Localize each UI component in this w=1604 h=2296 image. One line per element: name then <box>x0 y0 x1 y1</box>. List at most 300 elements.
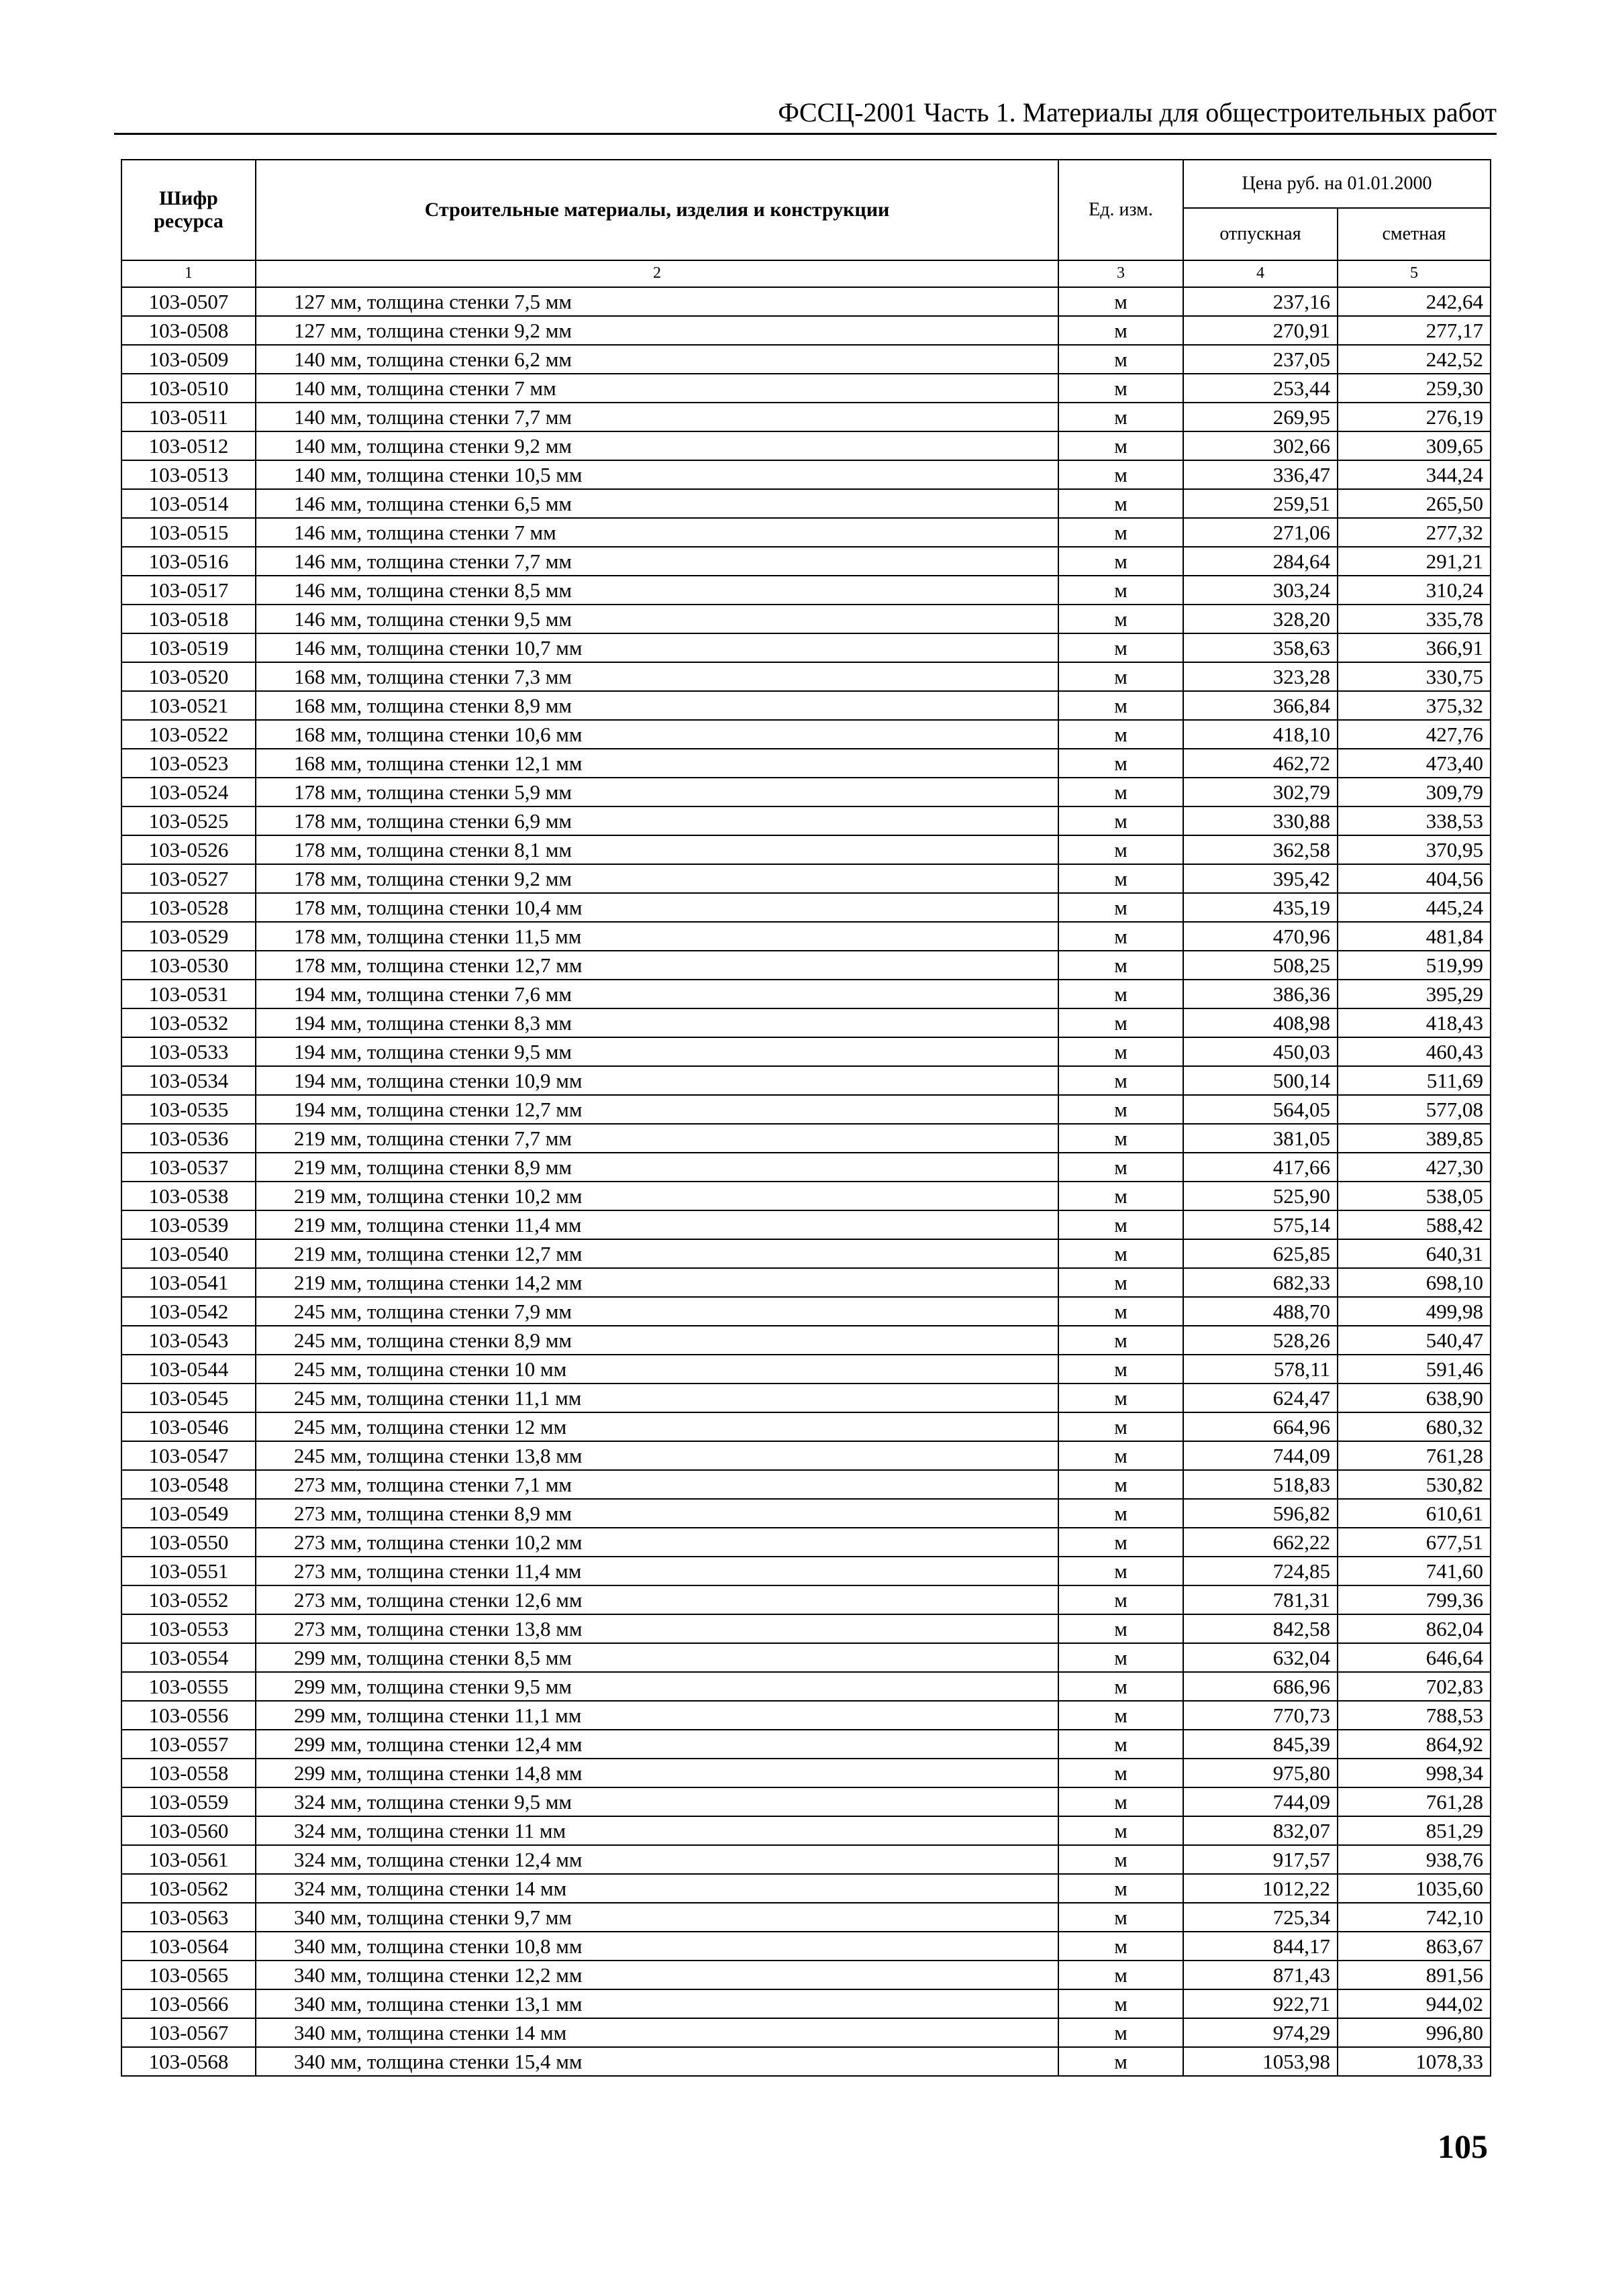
unit-cell: м <box>1058 1585 1183 1614</box>
material-name-cell: 140 мм, толщина стенки 6,2 мм <box>256 345 1058 374</box>
release-price-cell: 470,96 <box>1183 922 1338 951</box>
resource-code-cell: 103-0529 <box>121 922 256 951</box>
release-price-cell: 564,05 <box>1183 1095 1338 1124</box>
table-row <box>121 1989 1491 2018</box>
table-row <box>121 287 1491 316</box>
table-row <box>121 778 1491 806</box>
estimate-price-cell: 338,53 <box>1338 806 1491 835</box>
resource-code-cell: 103-0520 <box>121 662 256 691</box>
resource-code-cell: 103-0554 <box>121 1643 256 1672</box>
estimate-price-cell: 761,28 <box>1338 1787 1491 1816</box>
header-name: Строительные материалы, изделия и конструкции <box>256 160 1058 260</box>
table-row <box>121 691 1491 720</box>
release-price-cell: 518,83 <box>1183 1470 1338 1499</box>
material-name-cell: 178 мм, толщина стенки 5,9 мм <box>256 778 1058 806</box>
release-price-cell: 682,33 <box>1183 1268 1338 1297</box>
material-name-cell: 273 мм, толщина стенки 7,1 мм <box>256 1470 1058 1499</box>
unit-cell: м <box>1058 1528 1183 1557</box>
table-row <box>121 431 1491 460</box>
material-name-cell: 324 мм, толщина стенки 9,5 мм <box>256 1787 1058 1816</box>
unit-cell: м <box>1058 1643 1183 1672</box>
release-price-cell: 871,43 <box>1183 1961 1338 1989</box>
unit-cell: м <box>1058 1008 1183 1037</box>
material-name-cell: 340 мм, толщина стенки 14 мм <box>256 2018 1058 2047</box>
table-row <box>121 720 1491 749</box>
material-name-cell: 219 мм, толщина стенки 14,2 мм <box>256 1268 1058 1297</box>
release-price-cell: 328,20 <box>1183 605 1338 633</box>
estimate-price-cell: 1078,33 <box>1338 2047 1491 2076</box>
material-name-cell: 178 мм, толщина стенки 11,5 мм <box>256 922 1058 951</box>
resource-code-cell: 103-0515 <box>121 518 256 547</box>
resource-code-cell: 103-0545 <box>121 1384 256 1412</box>
header-unit: Ед. изм. <box>1058 160 1183 260</box>
material-name-cell: 146 мм, толщина стенки 7 мм <box>256 518 1058 547</box>
release-price-cell: 284,64 <box>1183 547 1338 576</box>
table-row <box>121 1124 1491 1153</box>
release-price-cell: 417,66 <box>1183 1153 1338 1182</box>
table-row <box>121 893 1491 922</box>
release-price-cell: 336,47 <box>1183 460 1338 489</box>
estimate-price-cell: 242,52 <box>1338 345 1491 374</box>
unit-cell: м <box>1058 460 1183 489</box>
estimate-price-cell: 277,17 <box>1338 316 1491 345</box>
resource-code-cell: 103-0568 <box>121 2047 256 2076</box>
unit-cell: м <box>1058 1961 1183 1989</box>
estimate-price-cell: 702,83 <box>1338 1672 1491 1701</box>
estimate-price-cell: 427,30 <box>1338 1153 1491 1182</box>
release-price-cell: 974,29 <box>1183 2018 1338 2047</box>
table-row <box>121 403 1491 431</box>
price-table <box>121 159 1491 2077</box>
material-name-cell: 146 мм, толщина стенки 10,7 мм <box>256 633 1058 662</box>
material-name-cell: 245 мм, толщина стенки 7,9 мм <box>256 1297 1058 1326</box>
table-row <box>121 1614 1491 1643</box>
release-price-cell: 386,36 <box>1183 980 1338 1008</box>
resource-code-cell: 103-0537 <box>121 1153 256 1182</box>
table-head <box>121 160 1491 287</box>
release-price-cell: 462,72 <box>1183 749 1338 778</box>
release-price-cell: 508,25 <box>1183 951 1338 980</box>
unit-cell: м <box>1058 547 1183 576</box>
unit-cell: м <box>1058 951 1183 980</box>
material-name-cell: 127 мм, толщина стенки 9,2 мм <box>256 316 1058 345</box>
release-price-cell: 724,85 <box>1183 1557 1338 1585</box>
header-price-release: отпускная <box>1183 208 1338 260</box>
resource-code-cell: 103-0532 <box>121 1008 256 1037</box>
resource-code-cell: 103-0514 <box>121 489 256 518</box>
release-price-cell: 624,47 <box>1183 1384 1338 1412</box>
estimate-price-cell: 640,31 <box>1338 1239 1491 1268</box>
unit-cell: м <box>1058 1759 1183 1787</box>
unit-cell: м <box>1058 1268 1183 1297</box>
release-price-cell: 744,09 <box>1183 1441 1338 1470</box>
material-name-cell: 178 мм, толщина стенки 8,1 мм <box>256 835 1058 864</box>
estimate-price-cell: 366,91 <box>1338 633 1491 662</box>
material-name-cell: 245 мм, толщина стенки 13,8 мм <box>256 1441 1058 1470</box>
release-price-cell: 330,88 <box>1183 806 1338 835</box>
estimate-price-cell: 996,80 <box>1338 2018 1491 2047</box>
material-name-cell: 245 мм, толщина стенки 10 мм <box>256 1355 1058 1384</box>
estimate-price-cell: 344,24 <box>1338 460 1491 489</box>
release-price-cell: 686,96 <box>1183 1672 1338 1701</box>
estimate-price-cell: 851,29 <box>1338 1816 1491 1845</box>
table-row <box>121 951 1491 980</box>
table-row <box>121 1153 1491 1182</box>
table-row <box>121 806 1491 835</box>
resource-code-cell: 103-0533 <box>121 1037 256 1066</box>
estimate-price-cell: 761,28 <box>1338 1441 1491 1470</box>
estimate-price-cell: 276,19 <box>1338 403 1491 431</box>
resource-code-cell: 103-0530 <box>121 951 256 980</box>
unit-cell: м <box>1058 1932 1183 1961</box>
resource-code-cell: 103-0518 <box>121 605 256 633</box>
material-name-cell: 140 мм, толщина стенки 9,2 мм <box>256 431 1058 460</box>
estimate-price-cell: 330,75 <box>1338 662 1491 691</box>
resource-code-cell: 103-0517 <box>121 576 256 605</box>
release-price-cell: 575,14 <box>1183 1210 1338 1239</box>
release-price-cell: 303,24 <box>1183 576 1338 605</box>
page-header <box>114 94 1497 135</box>
resource-code-cell: 103-0516 <box>121 547 256 576</box>
material-name-cell: 178 мм, толщина стенки 10,4 мм <box>256 893 1058 922</box>
resource-code-cell: 103-0553 <box>121 1614 256 1643</box>
release-price-cell: 725,34 <box>1183 1903 1338 1932</box>
resource-code-cell: 103-0543 <box>121 1326 256 1355</box>
page-title: ФССЦ-2001 Часть 1. Материалы для общестроительных работ <box>778 97 1497 127</box>
material-name-cell: 273 мм, толщина стенки 8,9 мм <box>256 1499 1058 1528</box>
resource-code-cell: 103-0519 <box>121 633 256 662</box>
table-row <box>121 2018 1491 2047</box>
resource-code-cell: 103-0509 <box>121 345 256 374</box>
resource-code-cell: 103-0531 <box>121 980 256 1008</box>
table-row <box>121 1326 1491 1355</box>
table-row <box>121 1585 1491 1614</box>
table-row <box>121 1730 1491 1759</box>
unit-cell: м <box>1058 1182 1183 1210</box>
table-row <box>121 460 1491 489</box>
unit-cell: м <box>1058 1095 1183 1124</box>
unit-cell: м <box>1058 893 1183 922</box>
release-price-cell: 362,58 <box>1183 835 1338 864</box>
table-row <box>121 1182 1491 1210</box>
resource-code-cell: 103-0559 <box>121 1787 256 1816</box>
resource-code-cell: 103-0564 <box>121 1932 256 1961</box>
release-price-cell: 1053,98 <box>1183 2047 1338 2076</box>
estimate-price-cell: 418,43 <box>1338 1008 1491 1037</box>
unit-cell: м <box>1058 2047 1183 2076</box>
unit-cell: м <box>1058 1210 1183 1239</box>
estimate-price-cell: 1035,60 <box>1338 1874 1491 1903</box>
resource-code-cell: 103-0566 <box>121 1989 256 2018</box>
table-row <box>121 662 1491 691</box>
material-name-cell: 219 мм, толщина стенки 7,7 мм <box>256 1124 1058 1153</box>
unit-cell: м <box>1058 633 1183 662</box>
unit-cell: м <box>1058 1297 1183 1326</box>
release-price-cell: 1012,22 <box>1183 1874 1338 1903</box>
table-row <box>121 1239 1491 1268</box>
estimate-price-cell: 741,60 <box>1338 1557 1491 1585</box>
estimate-price-cell: 540,47 <box>1338 1326 1491 1355</box>
table-row <box>121 1961 1491 1989</box>
unit-cell: м <box>1058 1153 1183 1182</box>
estimate-price-cell: 427,76 <box>1338 720 1491 749</box>
unit-cell: м <box>1058 1845 1183 1874</box>
resource-code-cell: 103-0508 <box>121 316 256 345</box>
material-name-cell: 140 мм, толщина стенки 7,7 мм <box>256 403 1058 431</box>
table-row <box>121 835 1491 864</box>
release-price-cell: 578,11 <box>1183 1355 1338 1384</box>
release-price-cell: 395,42 <box>1183 864 1338 893</box>
release-price-cell: 488,70 <box>1183 1297 1338 1326</box>
table-row <box>121 1643 1491 1672</box>
table-row <box>121 749 1491 778</box>
release-price-cell: 781,31 <box>1183 1585 1338 1614</box>
unit-cell: м <box>1058 605 1183 633</box>
table-row <box>121 1672 1491 1701</box>
unit-cell: м <box>1058 806 1183 835</box>
material-name-cell: 194 мм, толщина стенки 8,3 мм <box>256 1008 1058 1037</box>
release-price-cell: 450,03 <box>1183 1037 1338 1066</box>
material-name-cell: 324 мм, толщина стенки 11 мм <box>256 1816 1058 1845</box>
estimate-price-cell: 577,08 <box>1338 1095 1491 1124</box>
estimate-price-cell: 891,56 <box>1338 1961 1491 1989</box>
page-number: 105 <box>1438 2128 1488 2165</box>
material-name-cell: 127 мм, толщина стенки 7,5 мм <box>256 287 1058 316</box>
unit-cell: м <box>1058 287 1183 316</box>
material-name-cell: 219 мм, толщина стенки 11,4 мм <box>256 1210 1058 1239</box>
estimate-price-cell: 473,40 <box>1338 749 1491 778</box>
material-name-cell: 324 мм, толщина стенки 14 мм <box>256 1874 1058 1903</box>
table-row <box>121 980 1491 1008</box>
material-name-cell: 273 мм, толщина стенки 11,4 мм <box>256 1557 1058 1585</box>
resource-code-cell: 103-0539 <box>121 1210 256 1239</box>
table-row <box>121 1066 1491 1095</box>
table-row <box>121 1297 1491 1326</box>
resource-code-cell: 103-0546 <box>121 1412 256 1441</box>
estimate-price-cell: 788,53 <box>1338 1701 1491 1730</box>
material-name-cell: 340 мм, толщина стенки 9,7 мм <box>256 1903 1058 1932</box>
release-price-cell: 625,85 <box>1183 1239 1338 1268</box>
material-name-cell: 340 мм, толщина стенки 12,2 мм <box>256 1961 1058 1989</box>
table-row <box>121 633 1491 662</box>
material-name-cell: 168 мм, толщина стенки 10,6 мм <box>256 720 1058 749</box>
resource-code-cell: 103-0527 <box>121 864 256 893</box>
table-row <box>121 2047 1491 2076</box>
resource-code-cell: 103-0522 <box>121 720 256 749</box>
resource-code-cell: 103-0556 <box>121 1701 256 1730</box>
unit-cell: м <box>1058 1787 1183 1816</box>
unit-cell: м <box>1058 749 1183 778</box>
resource-code-cell: 103-0565 <box>121 1961 256 1989</box>
material-name-cell: 178 мм, толщина стенки 12,7 мм <box>256 951 1058 980</box>
estimate-price-cell: 309,65 <box>1338 431 1491 460</box>
resource-code-cell: 103-0540 <box>121 1239 256 1268</box>
material-name-cell: 245 мм, толщина стенки 11,1 мм <box>256 1384 1058 1412</box>
material-name-cell: 146 мм, толщина стенки 8,5 мм <box>256 576 1058 605</box>
header-price-estimate: сметная <box>1338 208 1491 260</box>
table-row <box>121 547 1491 576</box>
estimate-price-cell: 460,43 <box>1338 1037 1491 1066</box>
table-row <box>121 1210 1491 1239</box>
estimate-price-cell: 499,98 <box>1338 1297 1491 1326</box>
release-price-cell: 500,14 <box>1183 1066 1338 1095</box>
table-row <box>121 1355 1491 1384</box>
table-row <box>121 1787 1491 1816</box>
estimate-price-cell: 291,21 <box>1338 547 1491 576</box>
estimate-price-cell: 395,29 <box>1338 980 1491 1008</box>
material-name-cell: 140 мм, толщина стенки 10,5 мм <box>256 460 1058 489</box>
unit-cell: м <box>1058 835 1183 864</box>
estimate-price-cell: 944,02 <box>1338 1989 1491 2018</box>
unit-cell: м <box>1058 576 1183 605</box>
material-name-cell: 178 мм, толщина стенки 9,2 мм <box>256 864 1058 893</box>
estimate-price-cell: 862,04 <box>1338 1614 1491 1643</box>
release-price-cell: 259,51 <box>1183 489 1338 518</box>
table-body <box>121 287 1491 2076</box>
resource-code-cell: 103-0557 <box>121 1730 256 1759</box>
release-price-cell: 302,79 <box>1183 778 1338 806</box>
material-name-cell: 273 мм, толщина стенки 13,8 мм <box>256 1614 1058 1643</box>
table-row <box>121 1095 1491 1124</box>
material-name-cell: 245 мм, толщина стенки 12 мм <box>256 1412 1058 1441</box>
unit-cell: м <box>1058 1989 1183 2018</box>
material-name-cell: 146 мм, толщина стенки 7,7 мм <box>256 547 1058 576</box>
column-number: 5 <box>1338 260 1491 287</box>
resource-code-cell: 103-0511 <box>121 403 256 431</box>
table-row <box>121 1528 1491 1557</box>
release-price-cell: 770,73 <box>1183 1701 1338 1730</box>
table-row <box>121 345 1491 374</box>
estimate-price-cell: 799,36 <box>1338 1585 1491 1614</box>
estimate-price-cell: 242,64 <box>1338 287 1491 316</box>
release-price-cell: 270,91 <box>1183 316 1338 345</box>
unit-cell: м <box>1058 1355 1183 1384</box>
release-price-cell: 632,04 <box>1183 1643 1338 1672</box>
release-price-cell: 842,58 <box>1183 1614 1338 1643</box>
release-price-cell: 237,16 <box>1183 287 1338 316</box>
material-name-cell: 178 мм, толщина стенки 6,9 мм <box>256 806 1058 835</box>
resource-code-cell: 103-0562 <box>121 1874 256 1903</box>
release-price-cell: 596,82 <box>1183 1499 1338 1528</box>
material-name-cell: 299 мм, толщина стенки 8,5 мм <box>256 1643 1058 1672</box>
resource-code-cell: 103-0536 <box>121 1124 256 1153</box>
estimate-price-cell: 591,46 <box>1338 1355 1491 1384</box>
estimate-price-cell: 864,92 <box>1338 1730 1491 1759</box>
unit-cell: м <box>1058 1239 1183 1268</box>
material-name-cell: 299 мм, толщина стенки 12,4 мм <box>256 1730 1058 1759</box>
unit-cell: м <box>1058 1672 1183 1701</box>
estimate-price-cell: 938,76 <box>1338 1845 1491 1874</box>
resource-code-cell: 103-0567 <box>121 2018 256 2047</box>
estimate-price-cell: 389,85 <box>1338 1124 1491 1153</box>
unit-cell: м <box>1058 778 1183 806</box>
resource-code-cell: 103-0513 <box>121 460 256 489</box>
unit-cell: м <box>1058 720 1183 749</box>
material-name-cell: 273 мм, толщина стенки 12,6 мм <box>256 1585 1058 1614</box>
unit-cell: м <box>1058 1557 1183 1585</box>
resource-code-cell: 103-0561 <box>121 1845 256 1874</box>
table-row <box>121 1412 1491 1441</box>
estimate-price-cell: 863,67 <box>1338 1932 1491 1961</box>
material-name-cell: 299 мм, толщина стенки 9,5 мм <box>256 1672 1058 1701</box>
release-price-cell: 744,09 <box>1183 1787 1338 1816</box>
resource-code-cell: 103-0526 <box>121 835 256 864</box>
release-price-cell: 237,05 <box>1183 345 1338 374</box>
unit-cell: м <box>1058 1614 1183 1643</box>
resource-code-cell: 103-0535 <box>121 1095 256 1124</box>
unit-cell: м <box>1058 316 1183 345</box>
table-row <box>121 1874 1491 1903</box>
unit-cell: м <box>1058 662 1183 691</box>
resource-code-cell: 103-0521 <box>121 691 256 720</box>
estimate-price-cell: 677,51 <box>1338 1528 1491 1557</box>
estimate-price-cell: 698,10 <box>1338 1268 1491 1297</box>
material-name-cell: 340 мм, толщина стенки 15,4 мм <box>256 2047 1058 2076</box>
material-name-cell: 299 мм, толщина стенки 14,8 мм <box>256 1759 1058 1787</box>
estimate-price-cell: 511,69 <box>1338 1066 1491 1095</box>
release-price-cell: 381,05 <box>1183 1124 1338 1153</box>
unit-cell: м <box>1058 980 1183 1008</box>
release-price-cell: 528,26 <box>1183 1326 1338 1355</box>
resource-code-cell: 103-0563 <box>121 1903 256 1932</box>
release-price-cell: 323,28 <box>1183 662 1338 691</box>
table-row <box>121 1470 1491 1499</box>
release-price-cell: 525,90 <box>1183 1182 1338 1210</box>
unit-cell: м <box>1058 1384 1183 1412</box>
table-row <box>121 922 1491 951</box>
release-price-cell: 832,07 <box>1183 1816 1338 1845</box>
resource-code-cell: 103-0525 <box>121 806 256 835</box>
release-price-cell: 302,66 <box>1183 431 1338 460</box>
estimate-price-cell: 481,84 <box>1338 922 1491 951</box>
table-row <box>121 1701 1491 1730</box>
resource-code-cell: 103-0550 <box>121 1528 256 1557</box>
resource-code-cell: 103-0524 <box>121 778 256 806</box>
estimate-price-cell: 445,24 <box>1338 893 1491 922</box>
resource-code-cell: 103-0551 <box>121 1557 256 1585</box>
release-price-cell: 845,39 <box>1183 1730 1338 1759</box>
unit-cell: м <box>1058 1470 1183 1499</box>
estimate-price-cell: 742,10 <box>1338 1903 1491 1932</box>
table-row <box>121 1384 1491 1412</box>
release-price-cell: 408,98 <box>1183 1008 1338 1037</box>
unit-cell: м <box>1058 1730 1183 1759</box>
material-name-cell: 168 мм, толщина стенки 7,3 мм <box>256 662 1058 691</box>
release-price-cell: 271,06 <box>1183 518 1338 547</box>
unit-cell: м <box>1058 1124 1183 1153</box>
material-name-cell: 194 мм, толщина стенки 10,9 мм <box>256 1066 1058 1095</box>
release-price-cell: 358,63 <box>1183 633 1338 662</box>
release-price-cell: 435,19 <box>1183 893 1338 922</box>
table-row <box>121 1759 1491 1787</box>
estimate-price-cell: 335,78 <box>1338 605 1491 633</box>
unit-cell: м <box>1058 1816 1183 1845</box>
unit-cell: м <box>1058 1499 1183 1528</box>
table-row <box>121 1845 1491 1874</box>
unit-cell: м <box>1058 431 1183 460</box>
estimate-price-cell: 646,64 <box>1338 1643 1491 1672</box>
table-row <box>121 518 1491 547</box>
estimate-price-cell: 638,90 <box>1338 1384 1491 1412</box>
material-name-cell: 340 мм, толщина стенки 13,1 мм <box>256 1989 1058 2018</box>
unit-cell: м <box>1058 374 1183 403</box>
unit-cell: м <box>1058 922 1183 951</box>
resource-code-cell: 103-0512 <box>121 431 256 460</box>
release-price-cell: 366,84 <box>1183 691 1338 720</box>
column-number-row <box>121 260 1491 287</box>
resource-code-cell: 103-0528 <box>121 893 256 922</box>
resource-code-cell: 103-0547 <box>121 1441 256 1470</box>
